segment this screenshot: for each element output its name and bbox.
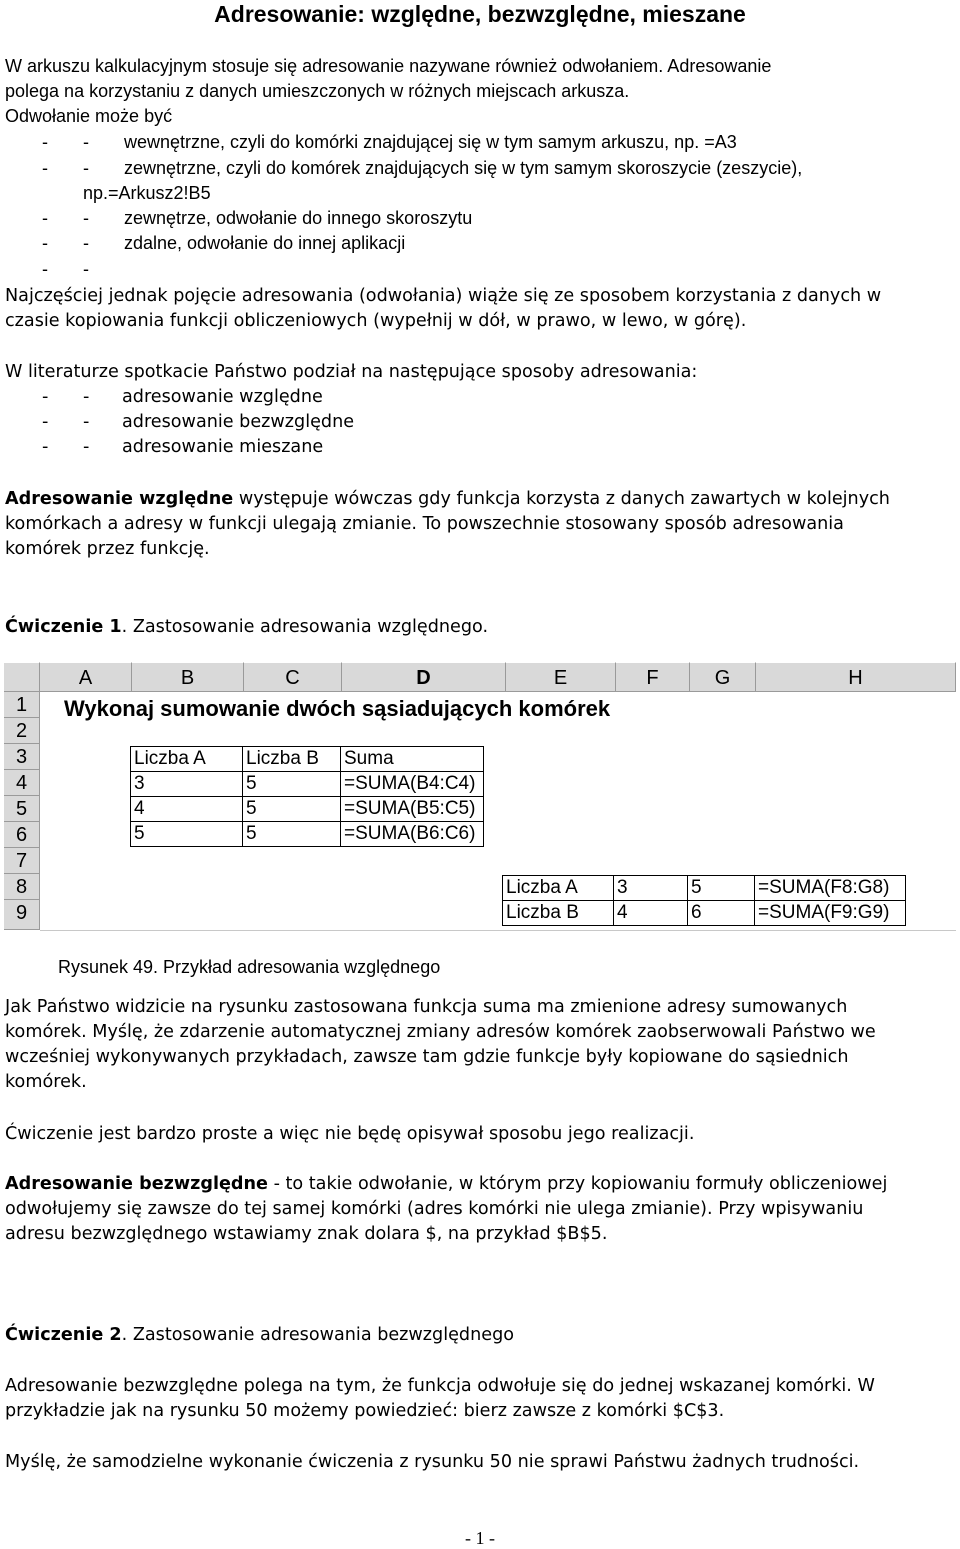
paragraph-line: W literaturze spotkacie Państwo podział na następujące sposoby adresowania: <box>5 362 698 382</box>
list-item <box>0 156 960 181</box>
paragraph-line: komórek przez funkcję. <box>5 539 210 559</box>
table-cell: 4 <box>613 900 688 926</box>
row-header: 7 <box>4 848 40 874</box>
column-header: G <box>690 662 756 692</box>
paragraph-line: Adresowanie bezwzględne polega na tym, że funkcja odwołuje się do jednej wskazanej komórki. W <box>5 1376 875 1396</box>
column-header: C <box>244 662 342 692</box>
table-cell: Liczba A <box>502 875 614 901</box>
list-dash: - <box>42 233 48 253</box>
table-cell: =SUMA(B5:C5) <box>340 796 484 822</box>
list-item <box>0 206 960 231</box>
list-item-text: zewnętrze, odwołanie do innego skoroszytu <box>124 208 473 228</box>
paragraph-line: Ćwiczenie jest bardzo proste a więc nie będę opisywał sposobu jego realizacji. <box>5 1124 695 1144</box>
list-item <box>0 231 960 256</box>
paragraph-line: czasie kopiowania funkcji obliczeniowych (wypełnij w dół, w prawo, w lewo, w górę). <box>5 311 747 331</box>
paragraph-text: występuje wówczas gdy funkcja korzysta z danych zawartych w kolejnych <box>233 489 890 509</box>
exercise-title: . Zastosowanie adresowania względnego. <box>121 617 489 637</box>
table-cell: =SUMA(F9:G9) <box>754 900 906 926</box>
list-dash: - <box>83 158 89 178</box>
intro-line-2: polega na korzystaniu z danych umieszczonych w różnych miejscach arkusza. <box>5 81 630 101</box>
list-dash: - <box>42 387 49 407</box>
column-header: D <box>342 662 506 692</box>
list-dash: - <box>42 412 49 432</box>
intro-line-3: Odwołanie może być <box>5 106 173 126</box>
row-header: 8 <box>4 874 40 900</box>
list-dash: - <box>83 208 89 228</box>
table-cell: Liczba B <box>242 746 341 772</box>
paragraph-line: przykładzie jak na rysunku 50 możemy powiedzieć: bierz zawsze z komórki $C$3. <box>5 1401 725 1421</box>
table-cell: 6 <box>687 900 755 926</box>
list-dash: - <box>83 387 90 407</box>
list-item <box>0 257 960 282</box>
paragraph-line: adresu bezwzględnego wstawiamy znak dolara $, na przykład $B$5. <box>5 1224 608 1244</box>
table-cell: =SUMA(F8:G8) <box>754 875 906 901</box>
list-dash: - <box>42 158 48 178</box>
table-cell: 4 <box>130 796 243 822</box>
term-bold: Adresowanie względne <box>5 489 234 509</box>
table-cell: =SUMA(B4:C4) <box>340 771 484 797</box>
paragraph-line <box>5 1172 887 1197</box>
list-dash: - <box>42 437 49 457</box>
column-header: H <box>756 662 956 692</box>
list-item-text: zewnętrzne, czyli do komórek znajdujących się w tym samym skoroszycie (zeszycie), <box>124 158 803 178</box>
row-header: 3 <box>4 744 40 770</box>
list-item-text: adresowanie względne <box>122 387 323 407</box>
list-dash: - <box>42 259 48 279</box>
list-item-continuation: np.=Arkusz2!B5 <box>83 183 211 203</box>
paragraph-line: komórkach a adresy w funkcji ulegają zmianie. To powszechnie stosowany sposób adresowania <box>5 514 844 534</box>
term-bold: Adresowanie bezwzględne <box>5 1174 268 1194</box>
exercise-title: . Zastosowanie adresowania bezwzględnego <box>121 1325 515 1345</box>
list-item <box>0 435 960 460</box>
exercise-heading <box>5 1323 514 1348</box>
exercise-heading <box>5 615 488 640</box>
table-cell: 5 <box>687 875 755 901</box>
list-dash: - <box>42 132 48 152</box>
table-cell: Liczba A <box>130 746 243 772</box>
row-header: 9 <box>4 900 40 930</box>
column-header: A <box>40 662 132 692</box>
paragraph-line: wcześniej wykonywanych przykładach, zawsze tam gdzie funkcje były kopiowane do sąsiednich <box>5 1047 849 1067</box>
list-dash: - <box>42 208 48 228</box>
paragraph-line: odwołujemy się zawsze do tej samej komórki (adres komórki nie ulega zmianie). Przy wpisywaniu <box>5 1199 864 1219</box>
paragraph-text: - to takie odwołanie, w którym przy kopiowaniu formuły obliczeniowej <box>268 1174 888 1194</box>
column-header: F <box>616 662 690 692</box>
list-item <box>0 385 960 410</box>
table-cell: Suma <box>340 746 484 772</box>
page-title: Adresowanie: względne, bezwzględne, mieszane <box>214 1 746 27</box>
row-header: 6 <box>4 822 40 848</box>
table-cell: 5 <box>242 821 341 847</box>
paragraph-line: Najczęściej jednak pojęcie adresowania (odwołania) wiąże się ze sposobem korzystania z danych w <box>5 286 882 306</box>
page-number: - 1 - <box>465 1528 495 1548</box>
paragraph-line <box>5 487 890 512</box>
table-cell: 5 <box>130 821 243 847</box>
list-item-text: wewnętrzne, czyli do komórki znajdującej się w tym samym arkuszu, np. =A3 <box>124 132 737 152</box>
spreadsheet-figure <box>4 662 956 930</box>
column-header: E <box>506 662 616 692</box>
list-dash: - <box>83 259 89 279</box>
figure-caption: Rysunek 49. Przykład adresowania względnego <box>58 957 441 977</box>
list-dash: - <box>83 437 90 457</box>
list-item-text: adresowanie mieszane <box>122 437 324 457</box>
row-header: 2 <box>4 718 40 744</box>
list-item-text: adresowanie bezwzględne <box>122 412 355 432</box>
column-header: B <box>132 662 244 692</box>
list-item <box>0 410 960 435</box>
paragraph-line: komórek. <box>5 1072 87 1092</box>
table-cell: 5 <box>242 771 341 797</box>
table-cell: Liczba B <box>502 900 614 926</box>
exercise-label: Ćwiczenie 2 <box>5 1325 122 1345</box>
row-header: 4 <box>4 770 40 796</box>
corner-cell <box>4 662 40 692</box>
paragraph-line: komórek. Myślę, że zdarzenie automatycznej zmiany adresów komórek zaobserwowali Państwo we <box>5 1022 876 1042</box>
list-item-text: zdalne, odwołanie do innej aplikacji <box>124 233 406 253</box>
row-header: 1 <box>4 692 40 718</box>
list-dash: - <box>83 412 90 432</box>
paragraph-line: Myślę, że samodzielne wykonanie ćwiczenia z rysunku 50 nie sprawi Państwu żadnych trudności. <box>5 1452 860 1472</box>
table-cell: 3 <box>130 771 243 797</box>
table-cell: =SUMA(B6:C6) <box>340 821 484 847</box>
paragraph-line: Jak Państwo widzicie na rysunku zastosowana funkcja suma ma zmienione adresy sumowanych <box>5 997 848 1017</box>
exercise-label: Ćwiczenie 1 <box>5 617 122 637</box>
list-item <box>0 130 960 155</box>
list-dash: - <box>83 233 89 253</box>
table-cell: 5 <box>242 796 341 822</box>
intro-line-1: W arkuszu kalkulacyjnym stosuje się adresowanie nazywane również odwołaniem. Adresowanie <box>5 56 772 76</box>
list-dash: - <box>83 132 89 152</box>
table-cell: 3 <box>613 875 688 901</box>
row-header: 5 <box>4 796 40 822</box>
sheet-heading: Wykonaj sumowanie dwóch sąsiadujących komórek <box>64 696 611 721</box>
